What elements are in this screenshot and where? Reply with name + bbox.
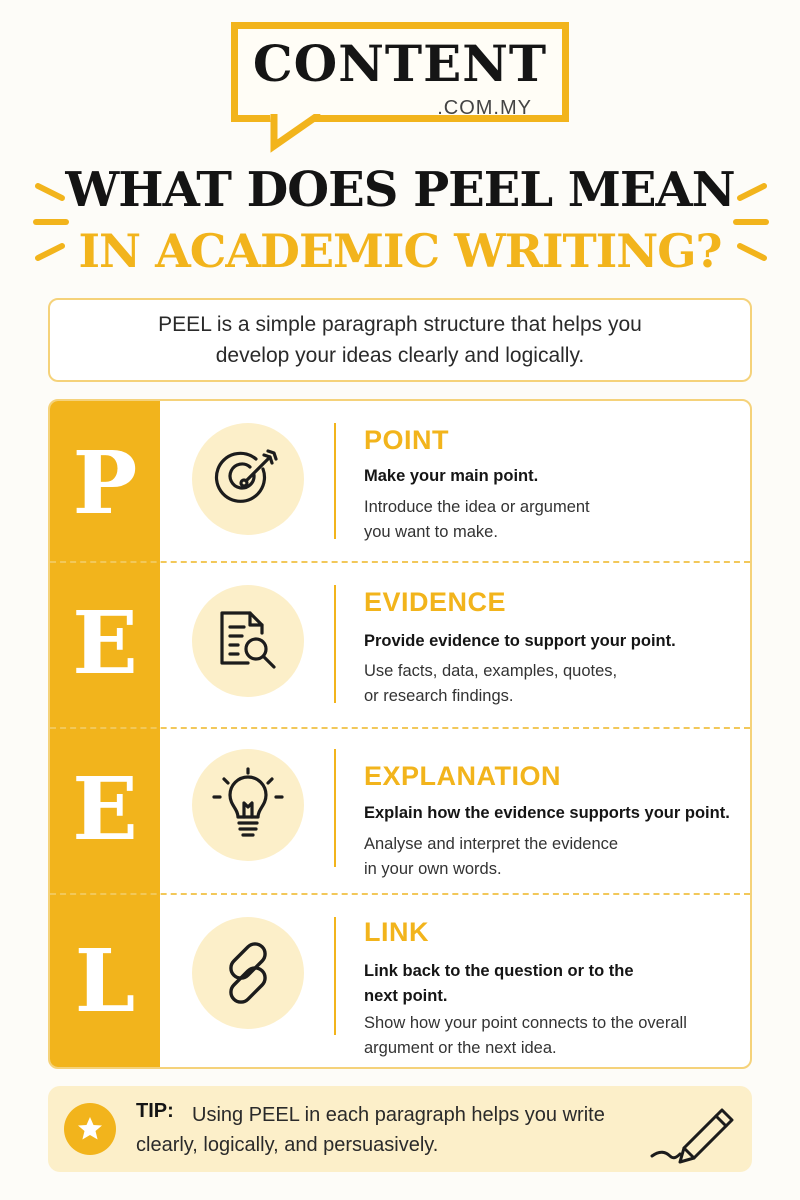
- target-icon: [208, 439, 288, 519]
- section-explanation: [50, 727, 750, 895]
- description-line: argument or the next idea.: [364, 1039, 557, 1057]
- divider: [334, 917, 336, 1035]
- description-line: Show how your point connects to the overall: [364, 1014, 687, 1032]
- description-line: Use facts, data, examples, quotes,: [364, 662, 618, 680]
- tip-box: [48, 1086, 752, 1172]
- logo-sub-text: .COM.MY: [437, 97, 532, 119]
- icon-circle: [192, 423, 304, 535]
- icon-circle: [192, 749, 304, 861]
- intro-line-2: develop your ideas clearly and logically.: [215, 344, 585, 367]
- star-icon: [75, 1114, 105, 1144]
- document-search-icon: [208, 601, 288, 681]
- description-line: or research findings.: [364, 687, 514, 705]
- peel-table: [48, 399, 752, 1069]
- logo-main-text: CONTENT: [252, 34, 548, 93]
- section-letter: E: [72, 759, 138, 860]
- logo: [231, 22, 569, 122]
- description-line: Analyse and interpret the evidence: [364, 835, 619, 853]
- section-heading: POINT: [364, 425, 450, 455]
- section-evidence: [50, 561, 750, 729]
- icon-circle: [192, 585, 304, 697]
- subtitle-line: Make your main point.: [364, 467, 539, 485]
- tip-text-line-1: Using PEEL in each paragraph helps you write: [192, 1104, 605, 1126]
- section-heading: EXPLANATION: [364, 761, 562, 791]
- section-description: [364, 832, 749, 882]
- divider: [334, 585, 336, 703]
- chain-link-icon: [208, 933, 288, 1013]
- tip-label: TIP:: [136, 1100, 174, 1122]
- description-line: Introduce the idea or argument: [364, 498, 590, 516]
- section-description: [364, 1011, 749, 1061]
- title-line-1: WHAT DOES PEEL MEAN: [65, 162, 735, 218]
- section-letter: E: [72, 593, 138, 694]
- section-letter: P: [72, 433, 138, 534]
- divider: [334, 423, 336, 539]
- subtitle-line: Link back to the question or to the: [364, 962, 634, 980]
- subtitle-line: Explain how the evidence supports your point.: [364, 804, 730, 822]
- star-badge: [64, 1103, 116, 1155]
- icon-circle: [192, 917, 304, 1029]
- subtitle-line: Provide evidence to support your point.: [364, 632, 676, 650]
- lightbulb-icon: [208, 765, 288, 845]
- speech-bubble-tail-icon: [270, 114, 330, 154]
- tip-text-line-2: clearly, logically, and persuasively.: [136, 1134, 439, 1156]
- section-subtitle: [364, 959, 744, 1009]
- description-line: you want to make.: [364, 523, 498, 541]
- title-line-2: IN ACADEMIC WRITING?: [78, 224, 722, 278]
- section-description: [364, 495, 749, 545]
- section-subtitle: [364, 801, 752, 826]
- section-heading: LINK: [364, 917, 429, 947]
- section-point: [50, 401, 750, 561]
- intro-box: [48, 298, 752, 382]
- divider: [334, 749, 336, 867]
- section-heading: EVIDENCE: [364, 587, 507, 617]
- section-description: [364, 659, 749, 709]
- section-letter: L: [74, 931, 136, 1032]
- section-subtitle: [364, 629, 744, 654]
- intro-line-1: PEEL is a simple paragraph structure that helps you: [158, 313, 642, 336]
- description-line: in your own words.: [364, 860, 502, 878]
- subtitle-line: next point.: [364, 987, 448, 1005]
- pencil-icon: [648, 1094, 748, 1166]
- section-subtitle: [364, 464, 744, 489]
- section-link: [50, 893, 750, 1069]
